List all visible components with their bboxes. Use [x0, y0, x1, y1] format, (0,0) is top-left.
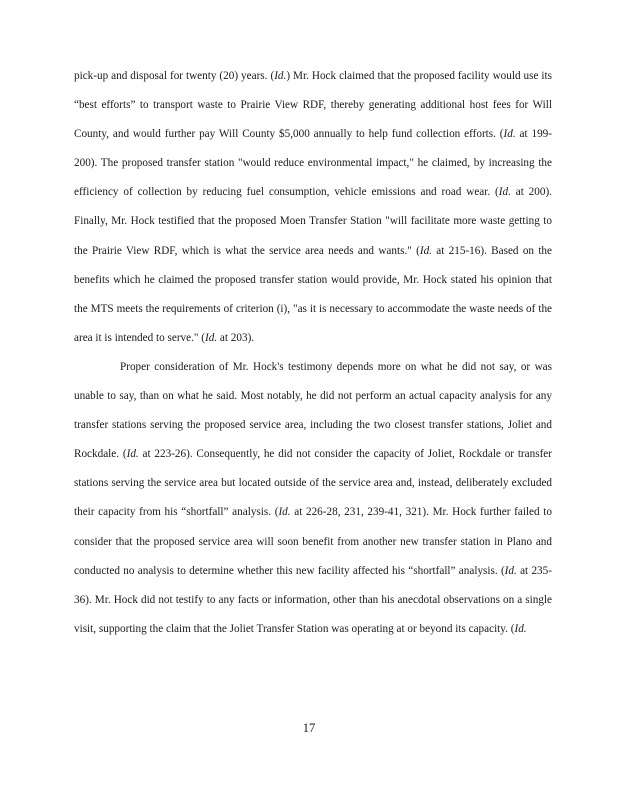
- citation-signal: Id.: [278, 506, 291, 519]
- document-body: [74, 62, 552, 644]
- paragraph-2: [74, 353, 552, 644]
- text-run: at 223-26). Consequently, he did not consider the capacity of Joliet, Rockdale or transfer stations serving the service area but located outside of the service area and, instead, deliberately excluded their capacity from his “shortfall” analysis. (: [74, 448, 552, 519]
- text-run: at 203).: [217, 331, 255, 344]
- page-number: 17: [302, 721, 316, 735]
- text-run: pick-up and disposal for twenty (20) years. (: [74, 70, 275, 82]
- text-run: ) Mr. Hock claimed that the proposed facility would use its “best efforts” to transport waste to Prairie View RDF, thereby generating additional host fees for Will County, and would further pay Will County $5,000 annually to help fund collection efforts. (: [74, 70, 553, 141]
- citation-signal: Id.: [498, 186, 511, 199]
- citation-signal: Id.: [419, 244, 432, 257]
- text-run: at 200). Finally, Mr. Hock testified that the proposed Moen Transfer Station "will facilitate more waste getting to the Prairie View RDF, which is what the service area needs and wants." (: [74, 186, 552, 257]
- citation-signal: Id.: [205, 331, 218, 344]
- text-run: at 199-200). The proposed transfer station "would reduce environmental impact," he claimed, by increasing the efficiency of collection by reducing fuel consumption, vehicle emissions and road wear. (: [74, 128, 552, 199]
- citation-signal: Id.: [274, 70, 287, 82]
- citation-signal: Id.: [514, 622, 527, 635]
- text-run: Proper consideration of Mr. Hock's testimony depends more on what he did not say, or was unable to say, than on what he said. Most notably, he did not perform an actual capacity analysis for any transfer stations serving the proposed service area, including the two closest transfer stations, Joliet and Rockdale. (: [74, 360, 552, 461]
- citation-signal: Id.: [504, 564, 517, 577]
- text-run: at 226-28, 231, 239-41, 321). Mr. Hock further failed to consider that the proposed service area will soon benefit from another new transfer station in Plano and conducted no analysis to determine whether this new facility affected his “shortfall” analysis. (: [74, 506, 552, 577]
- citation-signal: Id.: [126, 448, 139, 461]
- citation-signal: Id.: [503, 128, 516, 141]
- text-run: at 235-36). Mr. Hock did not testify to any facts or information, other than his anecdotal observations on a single visit, supporting the claim that the Joliet Transfer Station was operating at or beyond its capacity. (: [74, 564, 552, 635]
- text-run: at 215-16). Based on the benefits which he claimed the proposed transfer station would provide, Mr. Hock stated his opinion that the MTS meets the requirements of criterion (i), "as it is necessary to accommodate the waste needs of the area it is intended to serve." (: [74, 244, 552, 344]
- paragraph-1: [74, 62, 552, 353]
